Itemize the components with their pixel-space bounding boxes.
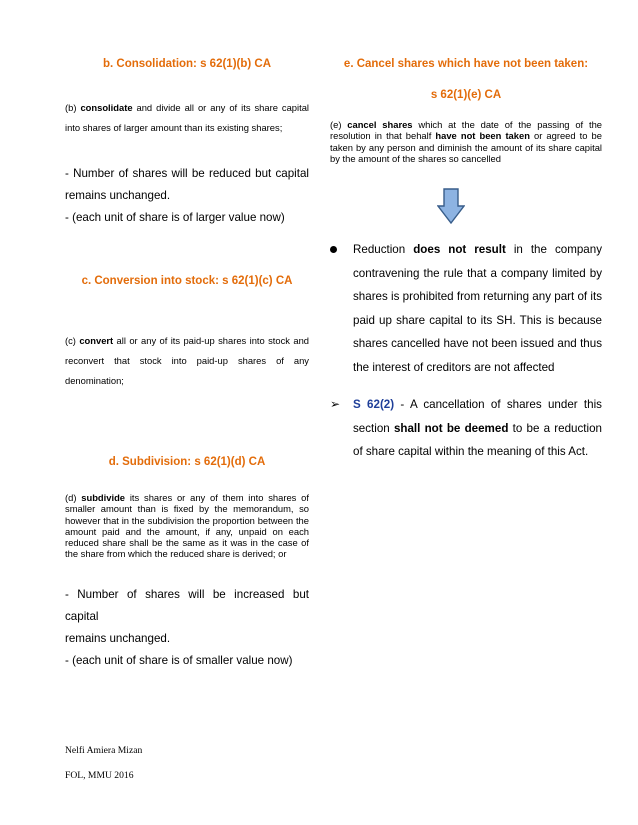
cancel-text: (e) cancel shares which at the date of the passing of the resolution in that behalf have not been taken or agreed to be taken by any person and diminish the amount of its share capital by the amount of the shares so cancelled (330, 119, 602, 164)
section-ref: S 62(2) (353, 398, 395, 411)
subdivide-term: subdivide (81, 492, 126, 503)
consolidation-heading: b. Consolidation: s 62(1)(b) CA (102, 58, 272, 70)
bullet-dot-icon (330, 246, 337, 253)
subdivision-text: (d) subdivide its shares or any of them into shares of smaller amount than is fixed by the memorandum, so however that in the subdivision the proportion between the amount paid and the amount, if any, unpaid on each reduced share shall be the same as it was in the case of the share from which the reduced share is derived; or (65, 492, 309, 560)
cancel-shares-term: cancel shares (347, 119, 413, 130)
cancel-subheading: s 62(1)(e) CA (430, 89, 502, 101)
subdivision-note: - Number of shares will be increased but capital remains unchanged. - (each unit of share is of smaller value now) (65, 588, 309, 667)
bullet-s62-2: ➢ S 62(2) - A cancellation of shares under this section shall not be deemed to be a reduction of share capital within the meaning of this Act. (330, 393, 602, 464)
footer-author: Nelfi Amiera Mizan (65, 745, 143, 756)
not-taken-term: have not been taken (435, 130, 530, 142)
consolidation-note: - Number of shares will be reduced but capital remains unchanged. - (each unit of share is of larger value now) (65, 167, 309, 224)
arrowhead-bullet-icon: ➢ (330, 397, 341, 411)
conversion-heading: c. Conversion into stock: s 62(1)(c) CA (81, 275, 293, 287)
conversion-text: (c) convert all or any of its paid-up shares into stock and reconvert that stock into paid-up shares of any denomination; (65, 335, 309, 386)
down-arrow-icon (437, 188, 465, 224)
cancel-heading: e. Cancel shares which have not been taken: (343, 58, 589, 70)
consolidate-term: consolidate (80, 102, 133, 113)
subdivision-heading: d. Subdivision: s 62(1)(d) CA (108, 456, 266, 468)
convert-term: convert (79, 335, 114, 346)
bullet-reduction: Reduction does not result in the company contravening the rule that a company limited by shares is prohibited from returning any part of its paid up share capital to its SH. This is because shares cancelled have not been issued and thus the interest of creditors are not affected (330, 238, 602, 380)
consolidation-text: (b) consolidate and divide all or any of its share capital into shares of larger amount than its existing shares; (65, 102, 310, 133)
footer-org: FOL, MMU 2016 (65, 770, 134, 781)
